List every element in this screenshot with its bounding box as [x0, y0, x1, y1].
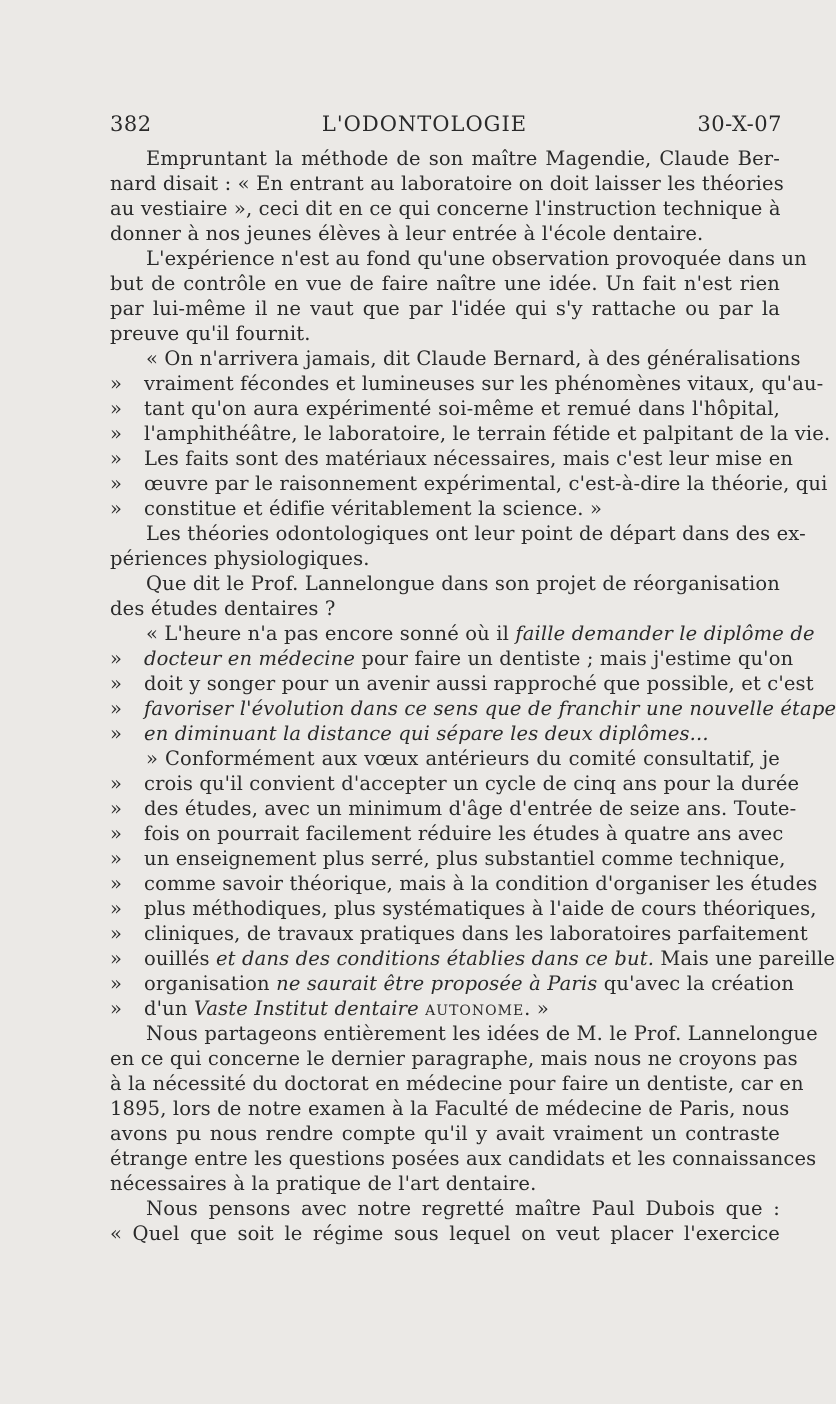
quote-line: » en diminuant la distance qui sépare les deux diplômes...: [110, 722, 709, 745]
quote-line: « L'heure n'a pas encore sonné où il faille demander le diplôme de: [146, 622, 815, 645]
text-line: nécessaires à la pratique de l'art dentaire.: [110, 1172, 537, 1195]
guillemet: »: [110, 847, 123, 870]
text-line: Les théories odontologiques ont leur point de départ dans des ex-: [146, 522, 806, 545]
text-line: en ce qui concerne le dernier paragraphe, mais nous ne croyons pas: [110, 1047, 798, 1070]
guillemet: »: [110, 722, 123, 745]
quote-line: » Conformément aux vœux antérieurs du comité consultatif, je: [146, 747, 780, 770]
text-line: preuve qu'il fournit.: [110, 322, 311, 345]
guillemet: »: [110, 472, 123, 495]
text-line: donner à nos jeunes élèves à leur entrée à l'école dentaire.: [110, 222, 704, 245]
page-body: [110, 146, 836, 1246]
quote-line: » œuvre par le raisonnement expérimental, c'est-à-dire la théorie, qui: [110, 472, 828, 495]
quote-line: » doit y songer pour un avenir aussi rapproché que possible, et c'est: [110, 672, 814, 695]
quote-line: » crois qu'il convient d'accepter un cycle de cinq ans pour la durée: [110, 772, 800, 795]
text-line: but de contrôle en vue de faire naître une idée. Un fait n'est rien: [110, 272, 780, 295]
quote-line: » favoriser l'évolution dans ce sens que de franchir une nouvelle étape: [110, 697, 836, 720]
text-line: Nous pensons avec notre regretté maître Paul Dubois que :: [146, 1197, 780, 1220]
guillemet: »: [110, 672, 123, 695]
guillemet: »: [110, 872, 123, 895]
text-line: à la nécessité du doctorat en médecine pour faire un dentiste, car en: [110, 1072, 804, 1095]
guillemet: »: [110, 797, 123, 820]
guillemet: »: [110, 822, 123, 845]
quote-line: » plus méthodiques, plus systématiques à l'aide de cours théoriques,: [110, 897, 817, 920]
guillemet: »: [110, 397, 123, 420]
text-line: des études dentaires ?: [110, 597, 336, 620]
guillemet: »: [110, 422, 123, 445]
quote-line: » docteur en médecine pour faire un dentiste ; mais j'estime qu'on: [110, 647, 794, 670]
quote-line: » tant qu'on aura expérimenté soi-même et remué dans l'hôpital,: [110, 397, 780, 420]
text-line: Que dit le Prof. Lannelongue dans son projet de réorganisation: [146, 572, 780, 595]
guillemet: »: [110, 772, 123, 795]
quote-line: » ouillés et dans des conditions établies dans ce but. Mais une pareille: [110, 947, 836, 970]
text-line: L'expérience n'est au fond qu'une observation provoquée dans un: [146, 247, 807, 270]
quote-line: » Les faits sont des matériaux nécessaires, mais c'est leur mise en: [110, 447, 794, 470]
guillemet: »: [110, 897, 123, 920]
guillemet: »: [110, 922, 123, 945]
quote-line: » comme savoir théorique, mais à la condition d'organiser les études: [110, 872, 818, 895]
quote-line: » d'un Vaste Institut dentaire autonome. »: [110, 997, 549, 1020]
text-line: avons pu nous rendre compte qu'il y avait vraiment un contraste: [110, 1122, 780, 1145]
text-line: nard disait : « En entrant au laboratoire on doit laisser les théories: [110, 172, 784, 195]
issue-date: 30-X-07: [697, 112, 782, 136]
guillemet: »: [110, 697, 123, 720]
guillemet: »: [110, 372, 123, 395]
text-line: 1895, lors de notre examen à la Faculté de médecine de Paris, nous: [110, 1097, 790, 1120]
quote-line: « On n'arrivera jamais, dit Claude Bernard, à des généralisations: [146, 347, 801, 370]
quote-line: » l'amphithéâtre, le laboratoire, le terrain fétide et palpitant de la vie.: [110, 422, 831, 445]
guillemet: »: [110, 947, 123, 970]
text-line: « Quel que soit le régime sous lequel on veut placer l'exercice: [110, 1222, 780, 1245]
text-line: Nous partageons entièrement les idées de M. le Prof. Lannelongue: [146, 1022, 818, 1045]
text-line: Empruntant la méthode de son maître Magendie, Claude Ber-: [146, 147, 780, 170]
guillemet: »: [110, 497, 123, 520]
guillemet: »: [110, 972, 123, 995]
journal-title: L'ODONTOLOGIE: [321, 112, 528, 136]
quote-line: » constitue et édifie véritablement la science. »: [110, 497, 603, 520]
page-number: 382: [110, 112, 152, 136]
quote-line: » cliniques, de travaux pratiques dans les laboratoires parfaitement: [110, 922, 808, 945]
running-header: [110, 112, 782, 144]
quote-line: » un enseignement plus serré, plus substantiel comme technique,: [110, 847, 786, 870]
quote-line: » des études, avec un minimum d'âge d'entrée de seize ans. Toute-: [110, 797, 797, 820]
quote-line: » vraiment fécondes et lumineuses sur les phénomènes vitaux, qu'au-: [110, 372, 824, 395]
quote-line: » organisation ne saurait être proposée à Paris qu'avec la création: [110, 972, 795, 995]
text-line: étrange entre les questions posées aux candidats et les connaissances: [110, 1147, 817, 1170]
text-line: au vestiaire », ceci dit en ce qui concerne l'instruction technique à: [110, 197, 781, 220]
guillemet: »: [110, 447, 123, 470]
guillemet: »: [110, 997, 123, 1020]
text-line: périences physiologiques.: [110, 547, 370, 570]
text-line: par lui-même il ne vaut que par l'idée qui s'y rattache ou par la: [110, 297, 780, 320]
quote-line: » fois on pourrait facilement réduire les études à quatre ans avec: [110, 822, 784, 845]
guillemet: »: [110, 647, 123, 670]
